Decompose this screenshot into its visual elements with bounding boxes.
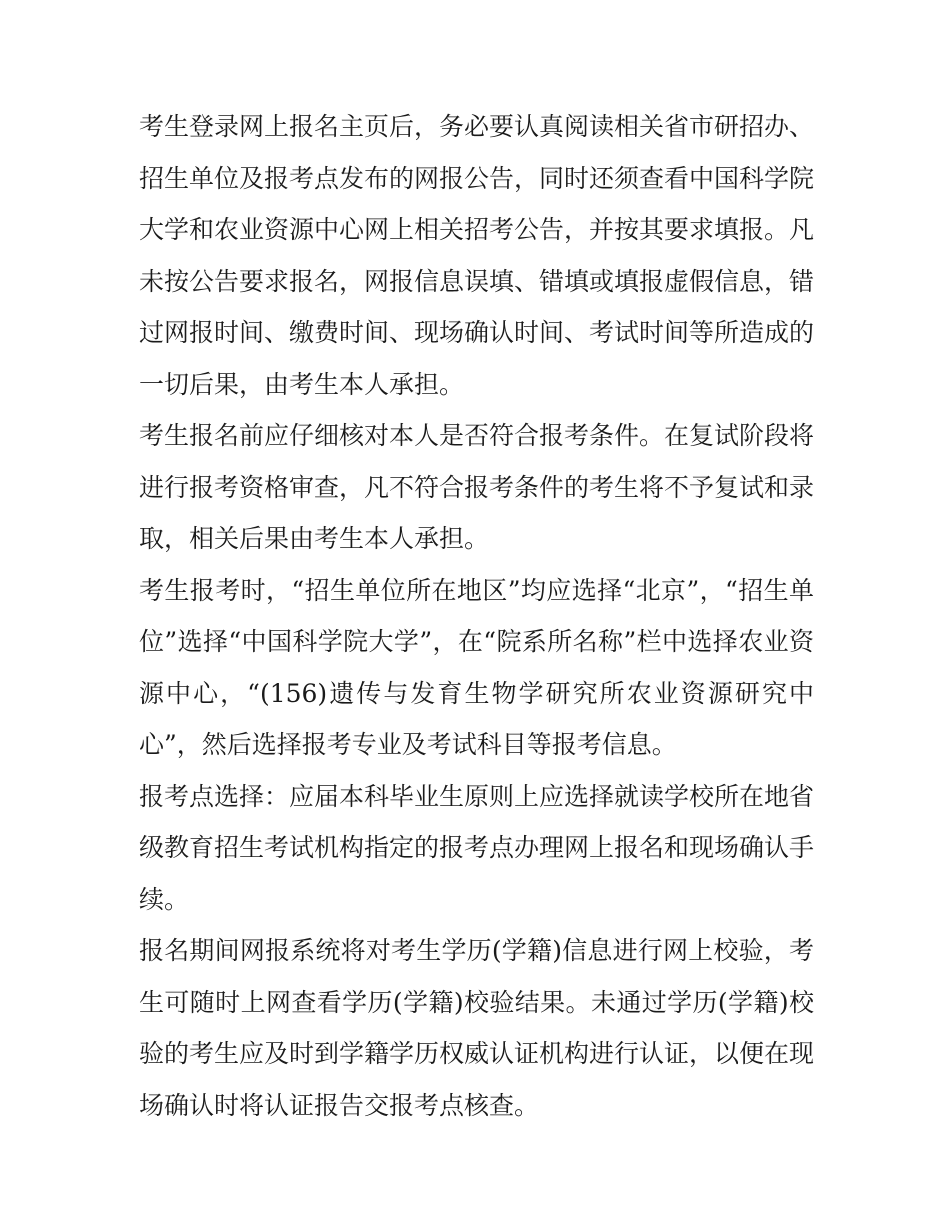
document-body [139, 101, 814, 1131]
paragraph-selection-instructions: 考生报考时，“招生单位所在地区”均应选择“北京”，“招生单位”选择“中国科学院大学”，在“院系所名称”栏中选择农业资源中心，“(156)遗传与发育生物学研究所农业资源研究中心”，然后选择报考专业及考试科目等报考信息。 [139, 575, 814, 759]
paragraph-eligibility: 考生报名前应仔细核对本人是否符合报考条件。在复试阶段将进行报考资格审查，凡不符合报考条件的考生将不予复试和录取，相关后果由考生本人承担。 [139, 421, 815, 553]
paragraph-exam-site: 报考点选择：应届本科毕业生原则上应选择就读学校所在地省级教育招生考试机构指定的报考点办理网上报名和现场确认手续。 [139, 781, 815, 914]
paragraph-login-notice: 考生登录网上报名主页后，务必要认真阅读相关省市研招办、招生单位及报考点发布的网报公告，同时还须查看中国科学院大学和农业资源中心网上相关招考公告，并按其要求填报。凡未按公告要求报名，网报信息误填、错填或填报虚假信息，错过网报时间、缴费时间、现场确认时间、考试时间等所造成的一切后果，由考生本人承担。 [139, 112, 815, 399]
paragraph-verification: 报名期间网报系统将对考生学历(学籍)信息进行网上校验，考生可随时上网查看学历(学籍)校验结果。未通过学历(学籍)校验的考生应及时到学籍学历权威认证机构进行认证，以便在现场确认时将认证报告交报考点核查。 [139, 936, 815, 1120]
